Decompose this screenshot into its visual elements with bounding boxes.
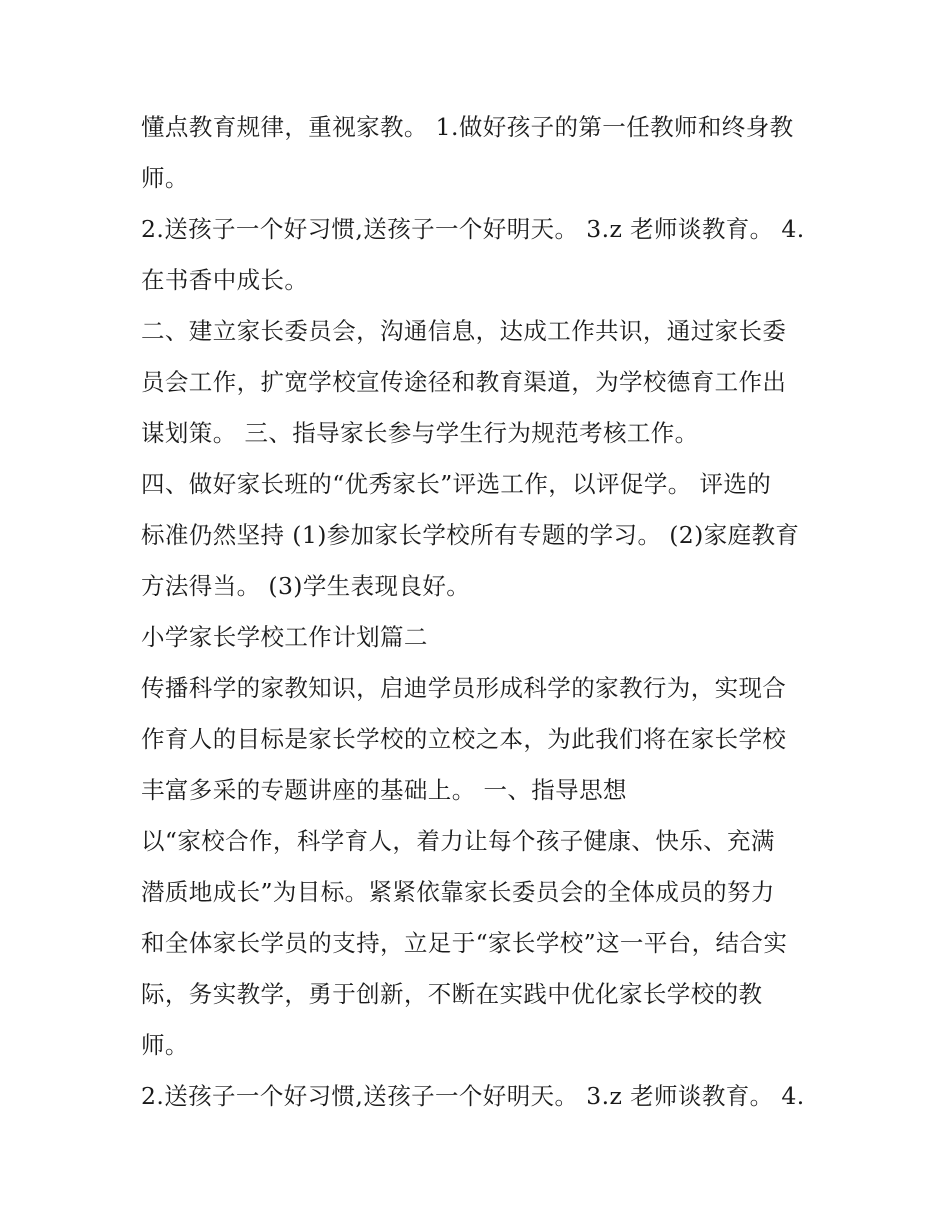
text-line: 二、建立家长委员会，沟通信息，达成工作共识，通过家长委 <box>141 317 787 345</box>
text-line: 2.送孩子一个好习惯,送孩子一个好明天。 3.z 老师谈教育。 4. <box>141 1082 805 1110</box>
section-heading: 小学家长学校工作计划篇二 <box>141 623 428 651</box>
text-line: 潜质地成长”为目标。紧紧依靠家长委员会的全体成员的努力 <box>141 878 775 906</box>
text-line: 标准仍然坚持 (1)参加家长学校所有专题的学习。 (2)家庭教育 <box>141 521 800 549</box>
text-line: 以“家校合作，科学育人，着力让每个孩子健康、快乐、充满 <box>141 827 775 855</box>
text-line: 际，务实教学，勇于创新，不断在实践中优化家长学校的教 <box>141 980 763 1008</box>
text-line: 在书香中成长。 <box>141 266 309 294</box>
text-line: 和全体家长学员的支持，立足于“家长学校”这一平台，结合实 <box>141 929 788 957</box>
text-line: 师。 <box>141 164 189 192</box>
text-line: 传播科学的家教知识，启迪学员形成科学的家教行为，实现合 <box>141 674 787 702</box>
text-line: 懂点教育规律，重视家教。 1.做好孩子的第一任教师和终身教 <box>141 113 794 141</box>
text-line: 丰富多采的专题讲座的基础上。 一、指导思想 <box>141 776 627 804</box>
text-line: 四、做好家长班的“优秀家长”评选工作，以评促学。 评选的 <box>141 470 772 498</box>
text-line: 师。 <box>141 1031 189 1059</box>
text-line: 员会工作，扩宽学校宣传途径和教育渠道，为学校德育工作出 <box>141 368 787 396</box>
text-line: 方法得当。 (3)学生表现良好。 <box>141 572 471 600</box>
text-line: 作育人的目标是家长学校的立校之本，为此我们将在家长学校 <box>141 725 787 753</box>
text-line: 谋划策。 三、指导家长参与学生行为规范考核工作。 <box>141 419 699 447</box>
document-body <box>141 102 821 1122</box>
text-line: 2.送孩子一个好习惯,送孩子一个好明天。 3.z 老师谈教育。 4. <box>141 215 805 243</box>
